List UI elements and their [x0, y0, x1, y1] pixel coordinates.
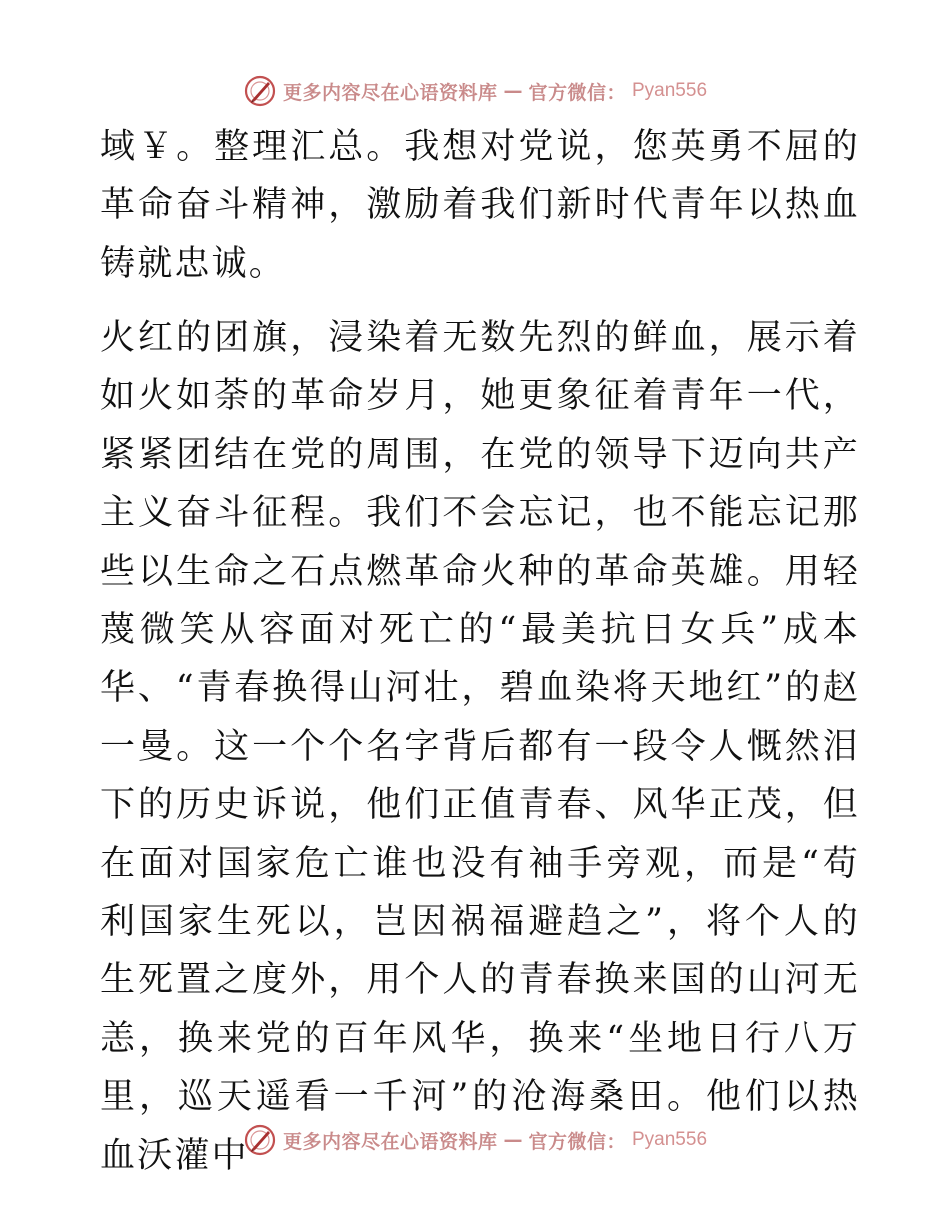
quill-logo-icon	[243, 1123, 277, 1157]
watermark-wechat-label: 官方微信：	[528, 1130, 626, 1153]
watermark-text: 更多内容尽在心语资料库	[282, 1130, 498, 1153]
paragraph: 火红的团旗，浸染着无数先烈的鲜血，展示着如火如荼的革命岁月，她更象征着青年一代，紧紧团结在党的周围，在党的领导下迈向共产主义奋斗征程。我们不会忘记，也不能忘记那些以生命之石点燃革命火种的革命英雄。用轻蔑微笑从容面对死亡的“最美抗日女兵”成本华、“青春换得山河壮，碧血染将天地红”的赵一曼。这一个个名字背后都有一段令人慨然泪下的历史诉说，他们正值青春、风华正茂，但在面对国家危亡谁也没有袖手旁观，而是“苟利国家生死以，岂因祸福避趋之”，将个人的生死置之度外，用个人的青春换来国的山河无恙，换来党的百年风华，换来“坐地日行八万里，巡天遥看一千河”的沧海桑田。他们以热血沃灌中	[100, 318, 860, 1176]
watermark-separator: —	[503, 80, 523, 102]
header-watermark	[0, 73, 950, 109]
watermark-account: Pyan556	[632, 80, 708, 101]
footer-watermark	[0, 1122, 950, 1158]
watermark-text: 更多内容尽在心语资料库	[282, 81, 498, 104]
watermark-account: Pyan556	[632, 1129, 708, 1150]
watermark-wechat-label: 官方微信：	[528, 81, 626, 104]
quill-logo-icon	[243, 74, 277, 108]
document-body	[100, 118, 860, 1185]
watermark-separator: —	[503, 1129, 523, 1151]
paragraph: 域￥。整理汇总。我想对党说，您英勇不屈的革命奋斗精神，激励着我们新时代青年以热血铸就忠诚。	[100, 127, 860, 284]
